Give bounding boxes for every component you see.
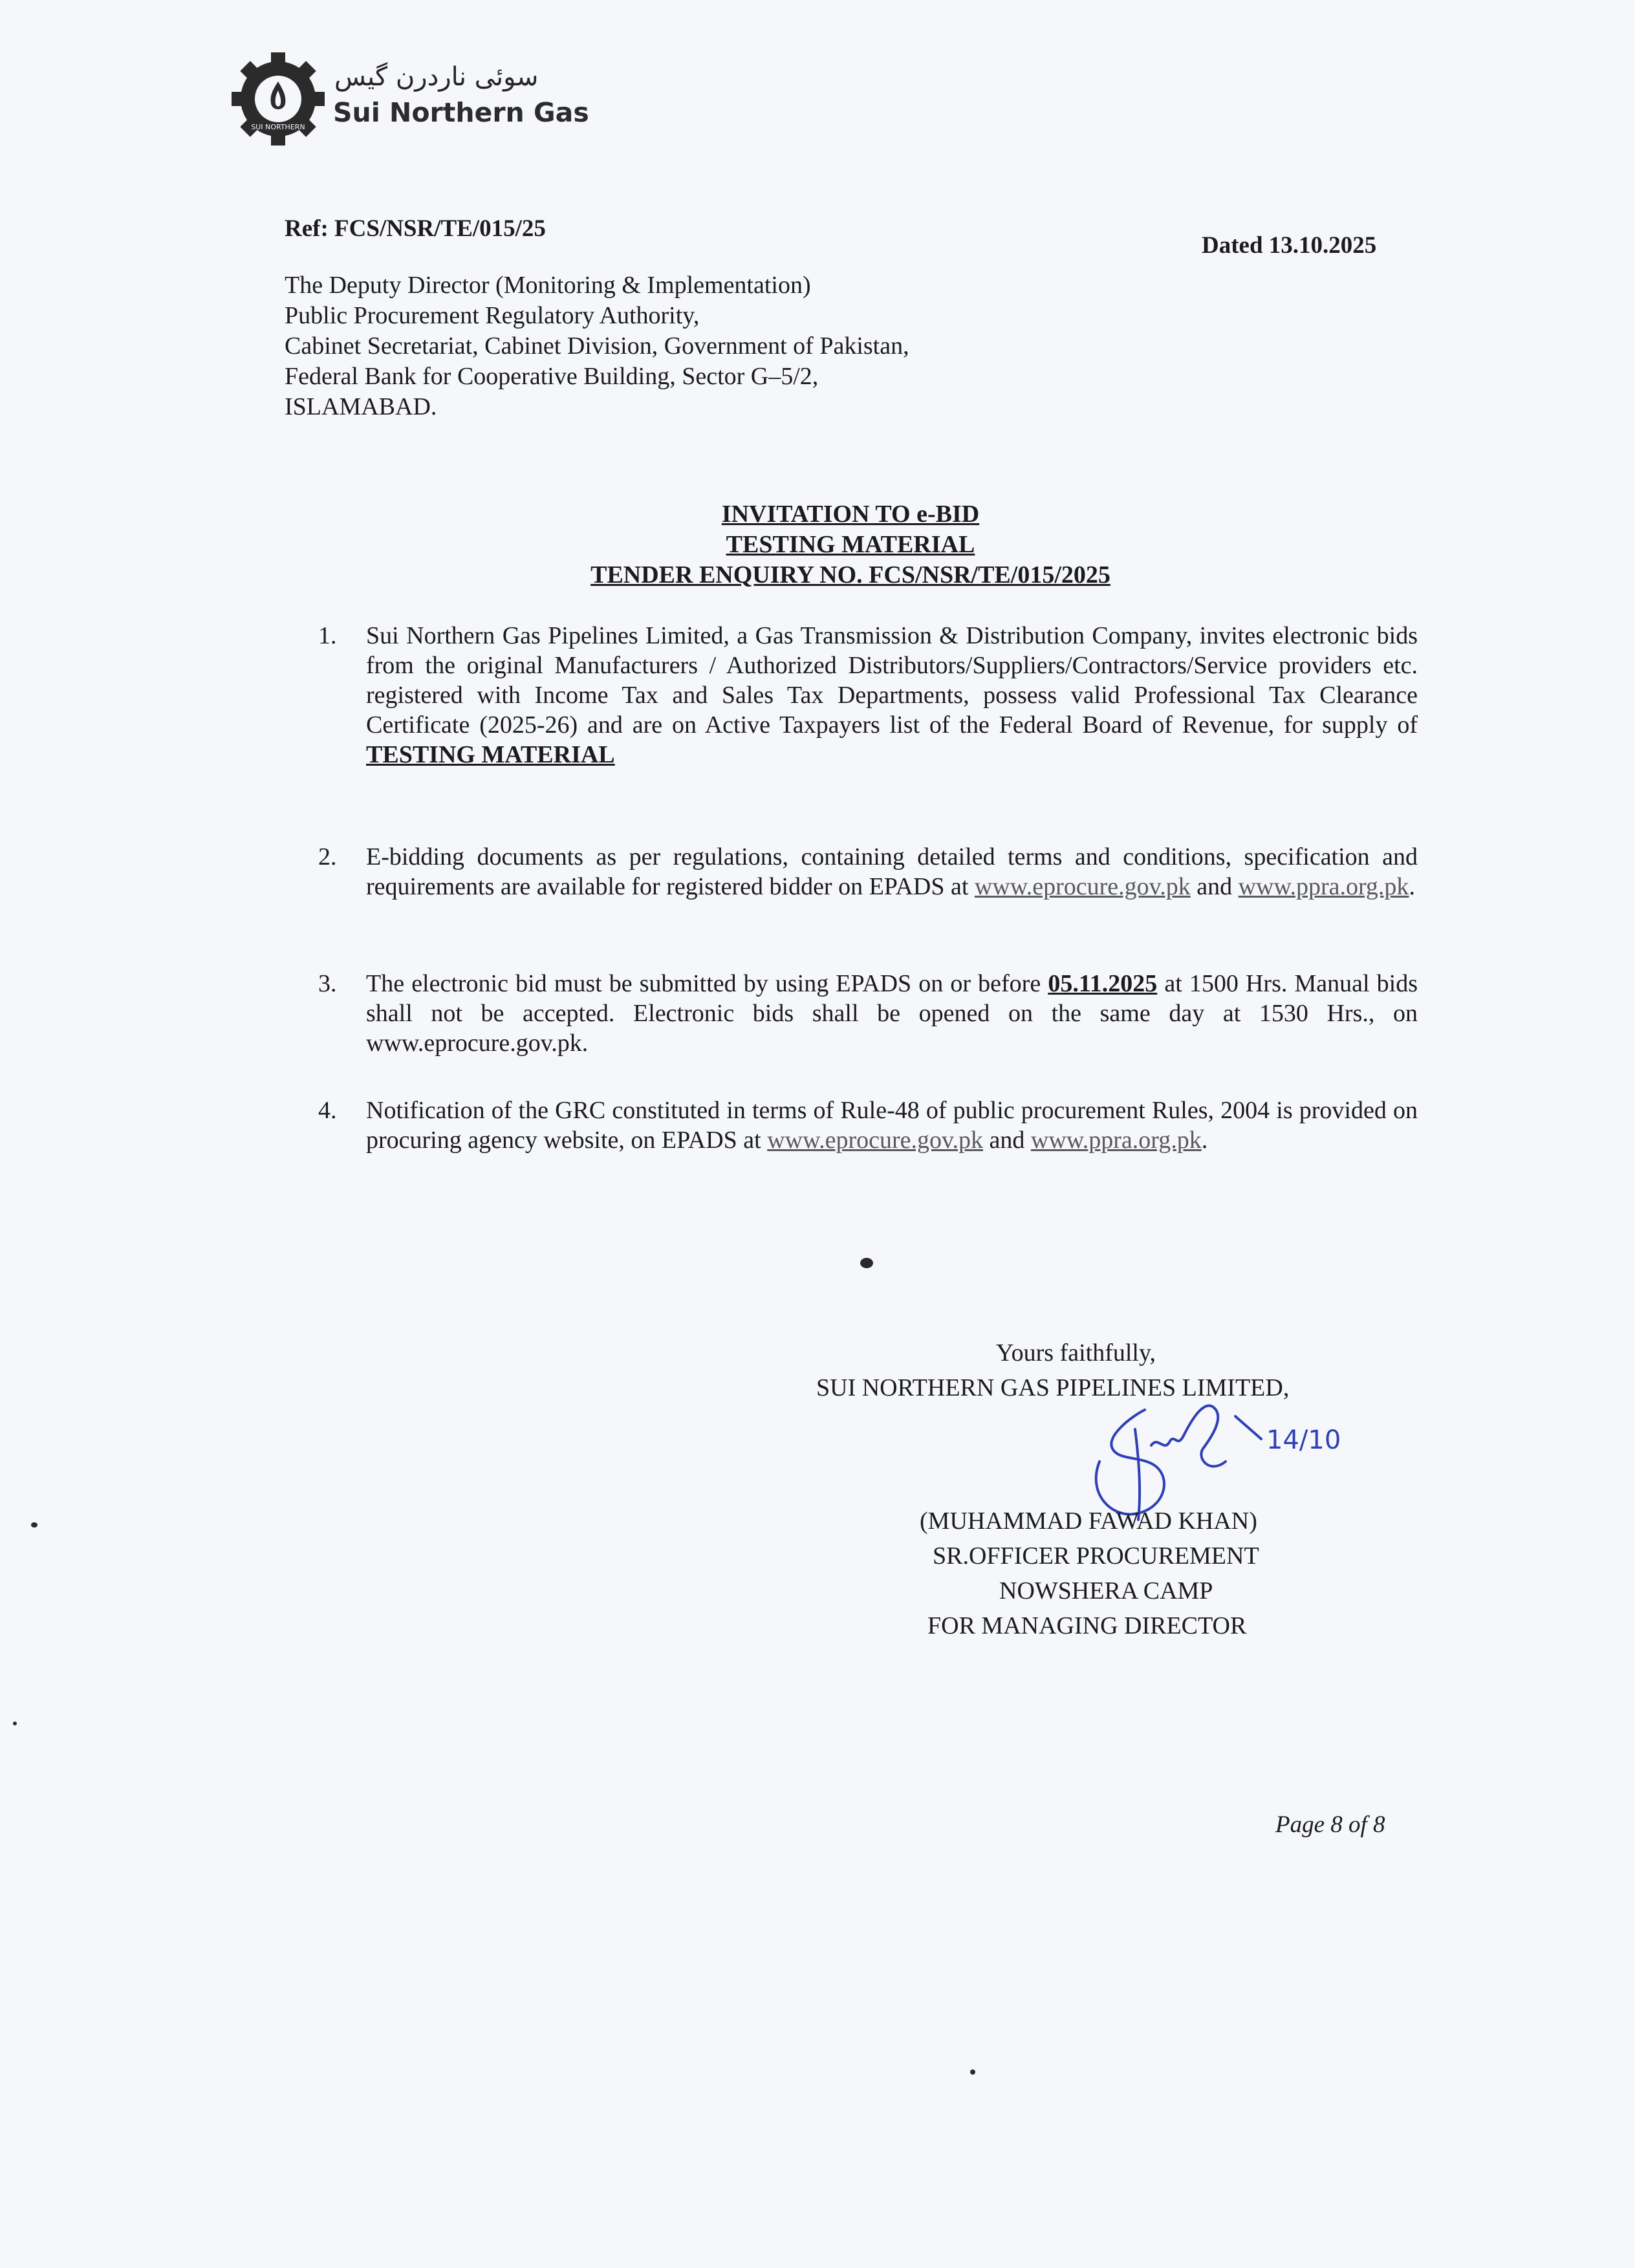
logo-ring-text: SUI NORTHERN [251,123,305,131]
recipient-line: ISLAMABAD. [285,393,437,420]
paragraph-number: 3. [318,970,337,997]
subject-heading [517,499,1184,590]
paragraph-3 [366,969,1418,1058]
paragraph-text: Notification of the GRC constituted in terms of Rule-48 of public procurement Rules, 2004 is provided on procuring agency website, on EPADS at [366,1097,1418,1154]
link-joiner: and [1196,873,1233,900]
paragraph-text: E-bidding documents as per regulations, containing detailed terms and conditions, specification and requirements are available for registered bidder on EPADS at [366,843,1418,900]
company-name: Sui Northern Gas [333,97,589,128]
recipient-line: Federal Bank for Cooperative Building, Sector G–5/2, [285,363,819,390]
scan-speck [860,1258,873,1268]
recipient-line: Cabinet Secretariat, Cabinet Division, Government of Pakistan, [285,332,909,360]
company-logo [230,50,592,147]
recipient-address [285,270,909,422]
recipient-line: The Deputy Director (Monitoring & Implementation) [285,272,811,299]
heading-line: TENDER ENQUIRY NO. FCS/NSR/TE/015/2025 [590,561,1110,589]
supply-item-emphasis: TESTING MATERIAL [366,741,615,768]
recipient-line: Public Procurement Regulatory Authority, [285,302,700,329]
paragraph-text: Sui Northern Gas Pipelines Limited, a Gas Transmission & Distribution Company, invites electronic bids from the original Manufacturers / Authorized Distributors/Suppliers/Contractors/Service providers etc. registered with Income Tax and Sales Tax Departments, possess valid Professional Tax Clearance Certificate (2025-26) and are on Active Taxpayers list of the Federal Board of Revenue, for supply of [366,622,1418,739]
paragraph-2: E-bidding documents as per regulations, containing detailed terms and conditions, specification and requirements are available for registered bidder on EPADS at www.eprocure.gov.pk and www.ppra.org.pk. [366,843,1418,900]
signature-date: 14/10 [1266,1425,1341,1455]
paragraph-text: at 1500 Hrs. Manual bids shall not be accepted. Electronic bids shall be opened on the same day at 1530 Hrs., on www.eprocure.gov.pk. [366,970,1418,1057]
paragraph-1 [366,621,1418,770]
letter-date: Dated 13.10.2025 [1202,232,1377,259]
eprocure-link[interactable]: www.eprocure.gov.pk [974,873,1191,900]
paragraph-text: The electronic bid must be submitted by using EPADS on or before [366,970,1041,997]
ppra-link[interactable]: www.ppra.org.pk [1030,1127,1202,1154]
page-number: Page 8 of 8 [1275,1811,1385,1838]
scan-speck [970,2069,975,2075]
ppra-link[interactable]: www.ppra.org.pk [1238,873,1409,900]
paragraph-number: 4. [318,1097,337,1124]
signatory-designation: SR.OFFICER PROCUREMENT [933,1542,1259,1570]
link-joiner: and [989,1127,1025,1154]
paragraph-number: 2. [318,843,337,870]
submission-deadline: 05.11.2025 [1048,970,1158,997]
scan-speck [13,1722,17,1725]
company-name-urdu: سوئی ناردرن گیس [334,62,539,92]
scan-speck [31,1522,38,1528]
reference-number: Ref: FCS/NSR/TE/015/25 [285,215,546,242]
signatory-company: SUI NORTHERN GAS PIPELINES LIMITED, [816,1374,1290,1401]
signatory-name: (MUHAMMAD FAWAD KHAN) [920,1507,1257,1535]
paragraph-number: 1. [318,622,337,649]
eprocure-link[interactable]: www.eprocure.gov.pk [767,1127,984,1154]
heading-line: INVITATION TO e-BID [721,501,980,528]
paragraph-4: Notification of the GRC constituted in terms of Rule-48 of public procurement Rules, 2004 is provided on procuring agency website, on EPADS at www.eprocure.gov.pk and www.ppra.org.pk. [366,1097,1418,1154]
gear-flame-icon [230,50,327,147]
signatory-location: NOWSHERA CAMP [999,1577,1213,1604]
salutation: Yours faithfully, [996,1339,1156,1366]
signatory-for: FOR MANAGING DIRECTOR [927,1612,1247,1639]
heading-line: TESTING MATERIAL [726,531,975,558]
